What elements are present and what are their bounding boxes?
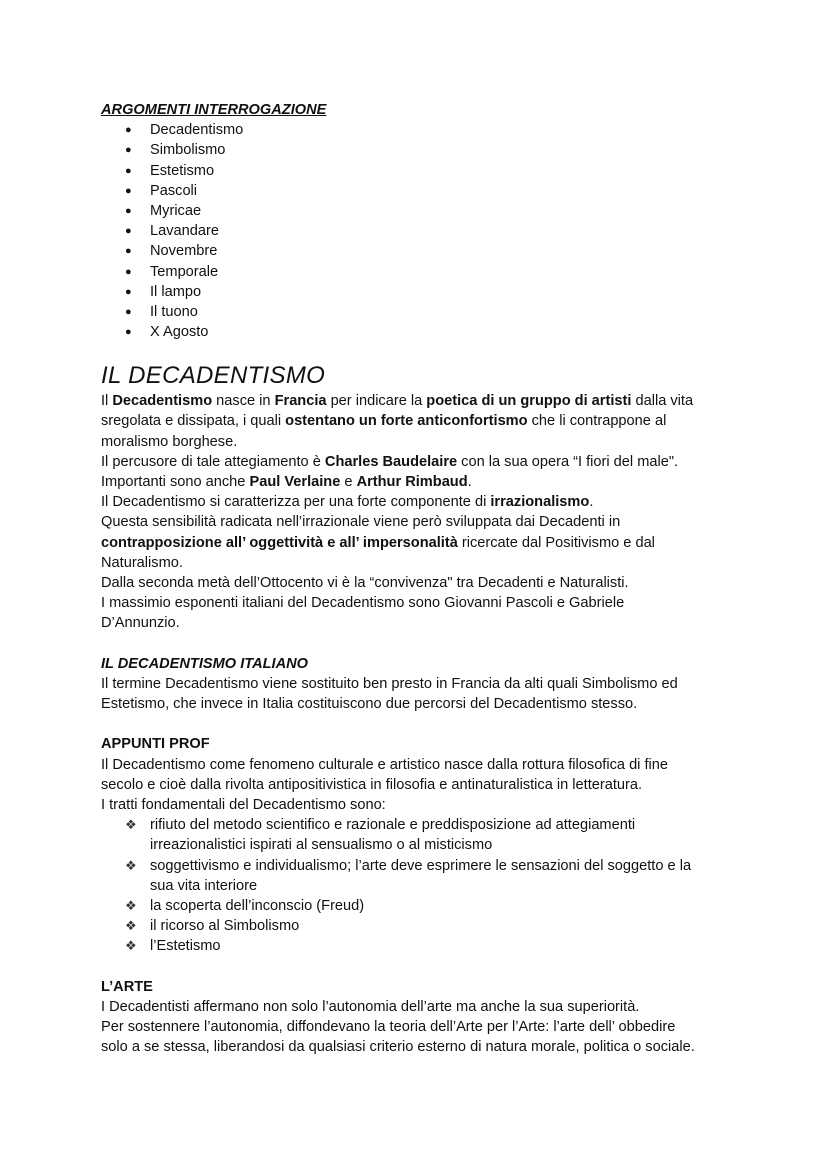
decadentismo-heading: IL DECADENTISMO: [101, 362, 326, 390]
trait-text: rifiuto del metodo scientifico e razionale e preddisposizione ad attegiamenti: [150, 817, 636, 834]
text-run: e: [340, 474, 357, 490]
list-item: [101, 282, 741, 302]
bold-text: Francia: [274, 393, 327, 410]
interrogation-topics-title: ARGOMENTI INTERROGAZIONE: [101, 102, 327, 118]
list-item-label: Il lampo: [150, 283, 202, 300]
text-run: D’Annunzio.: [101, 615, 180, 632]
trait-item: [101, 916, 741, 936]
text-line: solo a se stessa, liberandosi da qualsiasi criterio esterno di natura morale, politica o sociale.: [101, 1039, 695, 1056]
trait-item: [101, 896, 741, 916]
text-run: .: [589, 494, 594, 511]
trait-text: l’Estetismo: [150, 938, 221, 955]
list-item: [101, 302, 741, 322]
bullet-icon: ●: [125, 124, 132, 137]
bullet-icon: ●: [125, 164, 132, 177]
bold-text: contrapposizione all’ oggettività e all’ impersonalità: [101, 534, 458, 551]
list-item: [101, 120, 741, 140]
bullet-icon: ●: [125, 184, 132, 197]
text-run: Il: [101, 393, 113, 410]
text-line: Il termine Decadentismo viene sostituito ben presto in Francia da alti quali Simbolismo ed: [101, 675, 678, 692]
diamond-bullet-icon: ❖: [125, 918, 137, 934]
text-line: [101, 391, 741, 411]
diamond-bullet-icon: ❖: [125, 938, 137, 954]
list-item: [101, 181, 741, 201]
bold-text: ostentano un forte anticonfortismo: [285, 413, 528, 430]
text-run: Dalla seconda metà dell’Ottocento vi è la “convivenza" tra Decadenti e Naturalisti.: [101, 574, 629, 591]
bold-text: irrazionalismo: [490, 494, 590, 511]
trait-text: il ricorso al Simbolismo: [150, 918, 300, 935]
bold-text: Charles Baudelaire: [324, 453, 458, 470]
diamond-bullet-icon: ❖: [125, 857, 137, 873]
list-item-label: Lavandare: [150, 223, 219, 240]
text-run: Naturalismo.: [101, 554, 183, 571]
bullet-icon: ●: [125, 305, 132, 318]
trait-text: soggettivismo e individualismo; l’arte deve esprimere le sensazioni del soggetto e la: [150, 857, 692, 874]
text-line: [101, 512, 741, 532]
bullet-icon: ●: [125, 245, 132, 258]
trait-text: sua vita interiore: [150, 877, 258, 894]
italiano-paragraph: [101, 674, 741, 714]
text-run: che li contrappone al: [527, 413, 667, 430]
text-run: Il percusore di tale attegiamento è: [101, 453, 325, 470]
text-line: Estetismo, che invece in Italia costituiscono due percorsi del Decadentismo stesso.: [101, 696, 638, 713]
text-line: [101, 553, 741, 573]
bullet-icon: ●: [125, 225, 132, 238]
bullet-icon: ●: [125, 265, 132, 278]
list-item: [101, 161, 741, 181]
text-run: Questa sensibilità radicata nell’irrazionale viene però sviluppata dai Decadenti in: [101, 514, 621, 531]
text-line: I Decadentisti affermano non solo l’autonomia dell’arte ma anche la sua superiorità.: [101, 998, 640, 1015]
list-item-label: Pascoli: [150, 182, 198, 199]
trait-text: irreazionalistici ispirati al sensualismo o al misticismo: [150, 837, 493, 854]
trait-item: [101, 815, 741, 835]
bold-text: Arthur Rimbaud: [356, 474, 468, 490]
text-line: [101, 432, 741, 452]
document: [101, 100, 741, 1057]
bold-text: Decadentismo: [112, 393, 213, 410]
list-item: [101, 221, 741, 241]
text-line: [101, 573, 741, 593]
list-item: [101, 140, 741, 160]
list-item: [101, 201, 741, 221]
text-run: dalla vita: [631, 393, 694, 410]
bullet-icon: ●: [125, 144, 132, 157]
text-run: ricercate dal Positivismo e dal: [457, 534, 655, 551]
text-line: [101, 533, 741, 553]
text-line: [101, 613, 741, 633]
text-run: Il Decadentismo si caratterizza per una forte componente di: [101, 494, 491, 511]
text-line: [101, 452, 741, 472]
text-run: .: [467, 474, 472, 490]
list-item-label: Decadentismo: [150, 122, 244, 139]
list-item-label: Il tuono: [150, 303, 198, 320]
list-item-label: Simbolismo: [150, 142, 226, 159]
diamond-bullet-icon: ❖: [125, 897, 137, 913]
appunti-heading: APPUNTI PROF: [101, 736, 210, 753]
list-item-label: Myricae: [150, 202, 202, 219]
text-run: Importanti sono anche: [101, 474, 250, 490]
trait-item: [101, 835, 741, 855]
traits-list: [101, 815, 741, 956]
text-run: con la sua opera “I fiori del male".: [457, 453, 679, 470]
text-line: secolo e cioè dalla rivolta antipositivistica in filosofia e antinaturalistica in letteratura.: [101, 776, 643, 793]
text-line: Per sostennere l’autonomia, diffondevano la teoria dell’Arte per l’Arte: l’arte dell’ obbedire: [101, 1019, 676, 1036]
bold-text: Paul Verlaine: [249, 474, 341, 490]
text-line: [101, 472, 741, 492]
bullet-icon: ●: [125, 204, 132, 217]
trait-item: [101, 936, 741, 956]
diamond-bullet-icon: ❖: [125, 817, 137, 833]
arte-heading: L’ARTE: [101, 978, 153, 995]
list-item: [101, 262, 741, 282]
list-item-label: Novembre: [150, 243, 218, 260]
list-item-label: Estetismo: [150, 162, 215, 179]
text-line: [101, 593, 741, 613]
arte-paragraph: [101, 997, 741, 1058]
trait-text: la scoperta dell’inconscio (Freud): [150, 897, 365, 914]
text-run: nasce in: [212, 393, 275, 410]
text-run: I massimio esponenti italiani del Decadentismo sono Giovanni Pascoli e Gabriele: [101, 595, 625, 612]
text-run: per indicare la: [326, 393, 427, 410]
text-run: sregolata e dissipata, i quali: [101, 413, 286, 430]
topics-list: [101, 120, 741, 342]
list-item: [101, 241, 741, 261]
bullet-icon: ●: [125, 285, 132, 298]
bullet-icon: ●: [125, 326, 132, 339]
text-line: Il Decadentismo come fenomeno culturale e artistico nasce dalla rottura filosofica di fine: [101, 756, 669, 773]
bold-text: poetica di un gruppo di artisti: [426, 393, 632, 410]
italiano-heading: IL DECADENTISMO ITALIANO: [101, 655, 309, 672]
text-line: I tratti fondamentali del Decadentismo sono:: [101, 797, 386, 813]
appunti-paragraph: [101, 755, 741, 816]
trait-item: [101, 856, 741, 876]
list-item-label: Temporale: [150, 263, 219, 280]
trait-item: [101, 876, 741, 896]
text-line: [101, 411, 741, 431]
text-run: moralismo borghese.: [101, 433, 238, 450]
intro-paragraph: [101, 391, 741, 633]
list-item-label: X Agosto: [150, 324, 209, 341]
text-line: [101, 492, 741, 512]
list-item: [101, 322, 741, 342]
